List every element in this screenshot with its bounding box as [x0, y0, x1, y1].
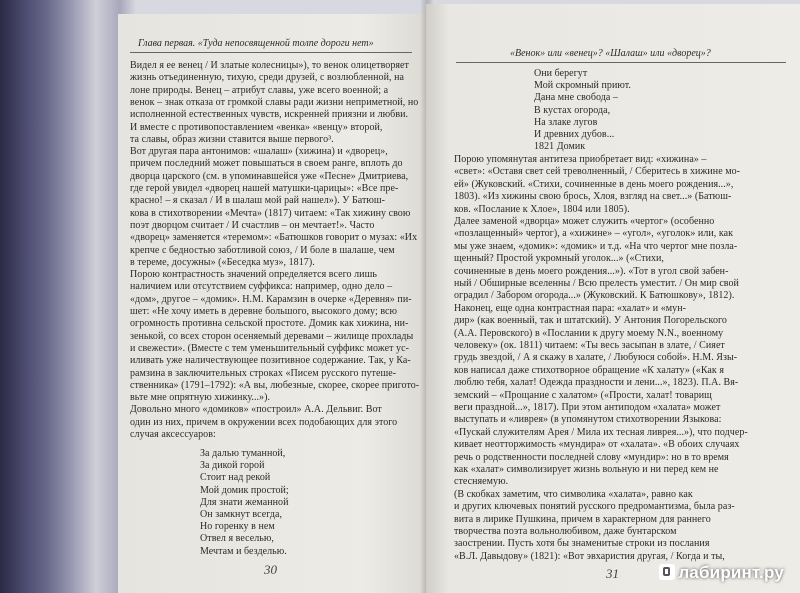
text-line: земский – «Прощание с халатом» («Прости, халат! товарищ [454, 389, 712, 401]
text-line: наличием или отсутствием суффикса: например, одно дело – [130, 281, 393, 293]
text-line: (А.А. Перовского) в «Послании к другу моему N.N., военному [454, 327, 724, 339]
text-line: люблю тебя, халат! Одежда праздности и лени...», 1823). П.А. Вя- [454, 377, 739, 389]
text-line: И древних дубов... [534, 129, 615, 140]
watermark-text: лабиринт.ру [678, 563, 784, 582]
text-line: ный / Обширные вселенны / Всю прелесть уместит. / Он мир свой [454, 278, 739, 289]
text-line: грудь звездой, / А я скажу в халате, / Любуюся собой». Н.М. Язы- [454, 352, 738, 364]
text-line: стесняемую. [454, 476, 509, 488]
text-line: шет: «Не хочу иметь в деревне большого, высокого дому; всю [130, 306, 398, 317]
text-line: зенькой, со всех сторон осеняемый деревами – жилище прохлады [130, 330, 414, 342]
right-page-header: «Венок» или «венец»? «Шалаш» или «дворец»? [510, 48, 711, 59]
text-line: причем последний может повышаться в своем ранге, вплоть до [130, 158, 403, 170]
text-line: дворца царского (см. в упоминавшейся уже «Песне» Дмитриева, [130, 170, 409, 182]
text-line: человеку» (ок. 1811) читаем: «Ты весь засыпан в злате, / Сияет [454, 340, 725, 351]
text-line: случая аксессуаров: [130, 429, 216, 440]
text-line: «позлащенный» чертог), а «хижине» – «угол», «уголок» или, как [454, 228, 734, 240]
left-page-header: Глава первая. «Туда непосвященной толпе дороги нет» [138, 38, 374, 49]
text-line: сочиненные в день моего рождения...»). «Тот в угол свой забен- [454, 265, 729, 277]
text-line: веги праздной...», 1817). При этом антиподом «халата» может [454, 402, 721, 413]
text-line: рамзина в заключительных строках «Писем русского путеше- [130, 367, 397, 379]
text-line: оградил / Забором огорода...» (Жуковский. К Батюшкову», 1812). [454, 290, 735, 302]
text-line: щенный? Простой укромный уголок...» («Стихи, [454, 253, 664, 265]
text-line: ственника» (1791–1792): «А вы, любезные, скорее, скорее пригото- [130, 379, 420, 391]
text-line: творчества поэта вольнолюбивом, даже бунтарском [454, 526, 677, 537]
text-line: Мой скромный приют. [534, 80, 631, 92]
right-page-number: 31 [606, 566, 619, 581]
text-line: Мечтам и безделью. [200, 545, 287, 557]
text-line: речь о родственности последней слову «мундир»: но в то время [454, 451, 729, 463]
text-line: и свежести». (Вместе с тем уменьшительный суффикс может ус- [130, 342, 409, 354]
text-line: Мой домик простой; [200, 484, 289, 496]
text-line: в тереме, досужны» («Беседка муз», 1817). [130, 256, 315, 268]
left-header-rule [130, 52, 412, 53]
text-line: венок – знак отказа от громкой славы ради жизни неприметной, но [130, 96, 419, 108]
text-line: На злаке лугов [534, 116, 598, 128]
right-header-rule [456, 62, 786, 63]
text-line: мы уже знаем, «домик»: «домик» и т.д. «На что чертог мне позла- [454, 240, 738, 252]
text-line: За дикой горой [200, 460, 265, 472]
text-line: Вот другая пара антонимов: «шалаш» (хижина) и «дворец», [130, 146, 388, 158]
text-line: «свет»: «Оставя свет сей треволненный, / Сберитесь в хижине мо- [454, 166, 741, 178]
text-line: Порою упомянутая антитеза приобретает вид: «хижина» – [454, 154, 707, 165]
text-line: «дворец» заменяется «теремом»: «Батюшков говорит о музах: «Их [130, 232, 418, 244]
text-line: красно! – я сказал / И в шалаш мой рай нашел»). У Батюш- [130, 195, 386, 207]
text-line: лоне природы. Венец – атрибут славы, уже всего военной; а [130, 84, 389, 96]
text-line: жизнь отъединенную, тихую, среди друзей, с возлюбленной, на [130, 72, 404, 84]
text-line: Порою контрастность значений определяется всего лишь [130, 269, 377, 281]
text-line: вита в лирике Пушкина, причем в характерном для раннего [454, 513, 711, 525]
text-line: исполненной естественных чувств, искренней приязни и любви. [130, 109, 409, 121]
text-line: ков написал даже стихотворное обращение «К халату» («Как я [454, 364, 725, 376]
text-line: заострении. Пусть хотя бы знаменитые строки из послания [454, 538, 710, 550]
text-line: Наконец, еще одна контрастная пара: «халат» и «мун- [454, 302, 687, 314]
text-line: Отвел я веселью, [200, 533, 274, 545]
text-line: ков. «Послание к Хлое», 1804 или 1805). [454, 203, 630, 215]
text-line: крепче с бедностью заботливой союз, / И боле в шалаше, чем [130, 244, 395, 256]
text-line: Он замкнут всегда, [200, 509, 283, 520]
text-line: вьте мне опрятную хижинку...»). [130, 392, 271, 404]
text-line: «В.Л. Давыдову» (1821): «Вот эвхаристия другая, / Когда и ты, [454, 550, 725, 562]
text-line: Стоит над рекой [200, 472, 271, 484]
text-line: ей» (Жуковский. «Стихи, сочиненные в день моего рождения...», [454, 178, 734, 190]
labirint-logo-icon [659, 564, 675, 580]
text-line: как «халат» символизирует жизнь вольную и ни перед кем не [454, 464, 719, 475]
text-line: Видел я ее венец / И златые колесницы»), то венок олицетворяет [130, 60, 409, 71]
right-page [426, 4, 800, 593]
text-line: кова в стихотворении «Мечта» (1817) читаем: «Так хижину свою [130, 207, 411, 219]
text-line: В кустах огорода, [534, 104, 611, 116]
text-line: та славы, образ жизни ставится выше первого³. [130, 133, 334, 145]
watermark [659, 563, 784, 583]
text-line: выступать и «ливрея» (в упомянутом стихотворении Языкова: [454, 414, 722, 426]
text-line: «Пускай служителям Арея / Мила их тесная ливрея...»), что подчер- [454, 426, 748, 438]
text-line: один из них, причем в окружении всех подобающих для этого [130, 416, 398, 428]
text-line: дир» (как военный, так и штатский). У Антония Погорельского [454, 315, 727, 327]
text-line: Но горенку в нем [200, 521, 275, 533]
text-line: огромность противна сельской простоте. Домик как хижина, ни- [130, 318, 409, 330]
text-line: кивает неотторжимость «мундира» от «халата». «В обоих случаях [454, 439, 740, 451]
text-line: Они берегут [534, 68, 588, 79]
text-line: «дом», другое – «домик». Н.М. Карамзин в очерке «Деревня» пи- [130, 293, 412, 305]
text-line: Дана мне свобода – [534, 92, 618, 104]
text-line: 1821 Домик [534, 141, 586, 153]
left-page [118, 14, 426, 593]
text-line: 1803). «Из хижины свою брось, Хлоя, взгляд на свет...» (Батюш- [454, 191, 732, 203]
text-line: и других ключевых понятий русского предромантизма, была раз- [454, 501, 735, 513]
left-page-number: 30 [264, 562, 277, 577]
text-line: (В скобках заметим, что символика «халата», равно как [454, 488, 693, 500]
text-line: За далью туманной, [200, 448, 286, 459]
text-line: где герой увидел «дворец нашей матушки-царицы»: «Все пре- [130, 183, 399, 194]
text-line: Довольно много «домиков» «построил» А.А. Дельвиг. Вот [130, 404, 382, 416]
text-line: поэт дворцом считает / И счастлив – он мечтает!». Часто [130, 219, 375, 231]
text-line: Для знати жеманной [200, 496, 289, 508]
text-line: иливать уже наличествующее позитивное содержание. Так, у Ка- [130, 355, 411, 367]
text-line: Далее заменой «дворца» может служить «чертог» (особенно [454, 216, 715, 227]
text-line: И вместе с противопоставлением «венка» «венцу» второй, [130, 121, 383, 133]
